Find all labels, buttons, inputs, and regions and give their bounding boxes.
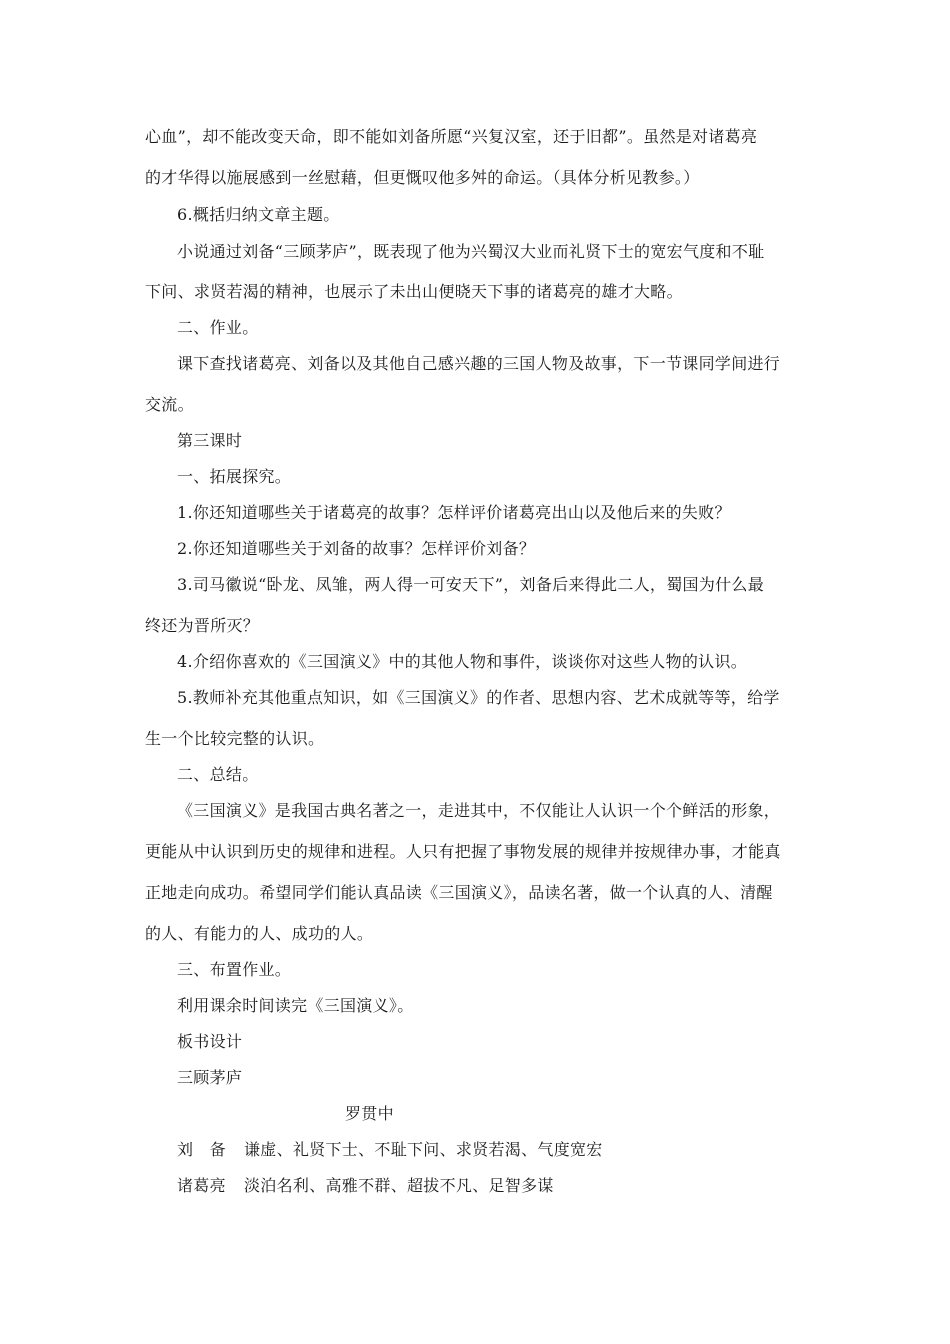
- paragraph-line: 生一个比较完整的认识。: [145, 729, 325, 748]
- board-author: 罗贯中: [345, 1104, 394, 1123]
- board-character-traits: 谦虚、礼贤下士、不耻下问、求贤若渴、气度宽宏: [244, 1140, 603, 1159]
- section-heading: 二、总结。: [177, 765, 259, 784]
- paragraph-line: 交流。: [145, 395, 194, 414]
- paragraph-line: 利用课余时间读完《三国演义》。: [177, 996, 414, 1015]
- paragraph-line: 下问、求贤若渴的精神，也展示了未出山便晓天下事的诸葛亮的雄才大略。: [145, 282, 683, 301]
- paragraph-line: 更能从中认识到历史的规律和进程。人只有把握了事物发展的规律并按规律办事，才能真: [145, 842, 781, 861]
- section-heading: 三、布置作业。: [177, 960, 292, 979]
- board-character-name: 刘 备: [177, 1140, 226, 1159]
- paragraph-line: 正地走向成功。希望同学们能认真品读《三国演义》，品读名著，做一个认真的人、清醒: [145, 883, 773, 902]
- board-design-heading: 板书设计: [177, 1032, 243, 1051]
- numbered-item: 4.介绍你喜欢的《三国演义》中的其他人物和事件，谈谈你对这些人物的认识。: [177, 652, 748, 671]
- section-heading: 一、拓展探究。: [177, 467, 292, 486]
- board-character-name: 诸葛亮: [177, 1176, 226, 1195]
- numbered-item: 3.司马徽说“卧龙、凤雏，两人得一可安天下”，刘备后来得此二人，蜀国为什么最: [177, 575, 765, 594]
- board-character-traits: 淡泊名利、高雅不群、超拔不凡、足智多谋: [244, 1176, 554, 1195]
- paragraph-line: 《三国演义》是我国古典名著之一，走进其中，不仅能让人认识一个个鲜活的形象，: [177, 801, 781, 820]
- lesson-heading: 第三课时: [177, 431, 243, 450]
- numbered-item: 5.教师补充其他重点知识，如《三国演义》的作者、思想内容、艺术成就等等，给学: [177, 688, 780, 707]
- board-title: 三顾茅庐: [177, 1068, 243, 1087]
- numbered-item: 2.你还知道哪些关于刘备的故事？怎样评价刘备？: [177, 539, 536, 558]
- paragraph-line: 小说通过刘备“三顾茅庐”，既表现了他为兴蜀汉大业而礼贤下士的宽宏气度和不耻: [177, 242, 765, 261]
- paragraph-line: 的人、有能力的人、成功的人。: [145, 924, 374, 943]
- paragraph-line: 心血”，却不能改变天命，即不能如刘备所愿“兴复汉室，还于旧都”。虽然是对诸葛亮: [145, 127, 758, 146]
- section-heading: 二、作业。: [177, 318, 259, 337]
- section-item: 6.概括归纳文章主题。: [177, 205, 340, 224]
- paragraph-line: 的才华得以施展感到一丝慰藉，但更慨叹他多舛的命运。（具体分析见教参。）: [145, 168, 700, 187]
- paragraph-line: 终还为晋所灭？: [145, 616, 260, 635]
- numbered-item: 1.你还知道哪些关于诸葛亮的故事？怎样评价诸葛亮出山以及他后来的失败？: [177, 503, 731, 522]
- paragraph-line: 课下查找诸葛亮、刘备以及其他自己感兴趣的三国人物及故事，下一节课同学间进行: [177, 354, 781, 373]
